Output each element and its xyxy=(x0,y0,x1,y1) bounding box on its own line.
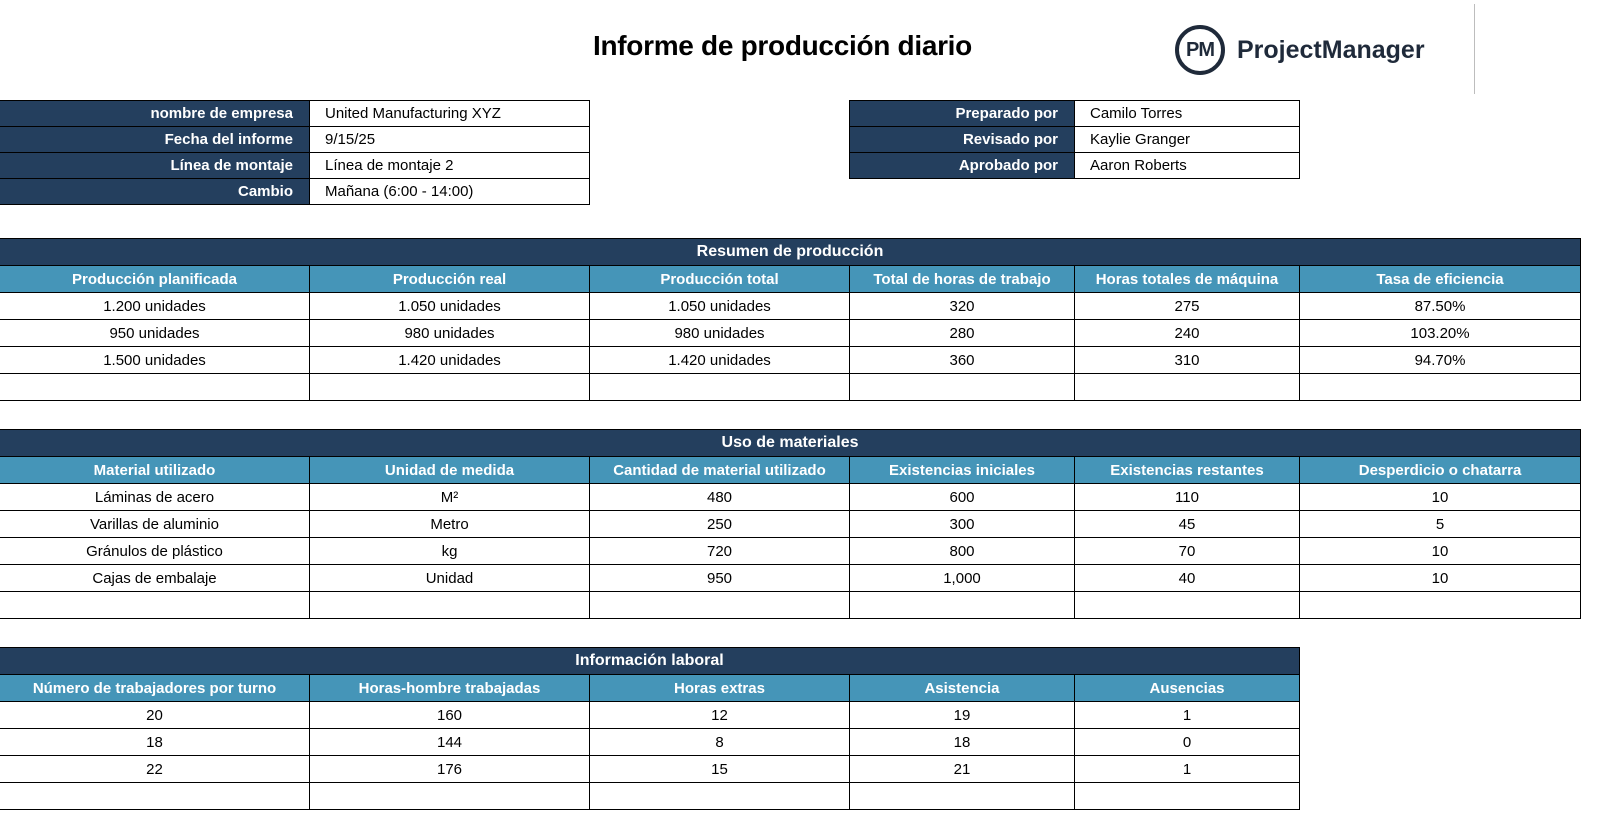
table-cell[interactable]: 10 xyxy=(1300,565,1581,592)
table-cell[interactable]: Unidad xyxy=(310,565,590,592)
table-cell[interactable]: 1 xyxy=(1075,702,1300,729)
table-cell[interactable]: 800 xyxy=(850,538,1075,565)
header-row xyxy=(0,457,1581,484)
table-cell[interactable] xyxy=(0,374,310,401)
table-cell[interactable]: 1.420 unidades xyxy=(590,347,850,374)
table-cell[interactable]: 310 xyxy=(1075,347,1300,374)
table-cell[interactable]: 10 xyxy=(1300,538,1581,565)
projectmanager-logo xyxy=(1175,20,1425,80)
column-header: Unidad de medida xyxy=(310,457,590,484)
column-header: Producción real xyxy=(310,266,590,293)
table-cell[interactable]: 21 xyxy=(850,756,1075,783)
column-header: Total de horas de trabajo xyxy=(850,266,1075,293)
table-cell[interactable]: 280 xyxy=(850,320,1075,347)
section-title: Resumen de producción xyxy=(0,239,1581,266)
report-date-row xyxy=(0,127,590,153)
table-cell[interactable]: 1,000 xyxy=(850,565,1075,592)
labor-table xyxy=(0,647,1300,810)
prepared-by-field[interactable]: Camilo Torres xyxy=(1075,101,1300,127)
table-cell[interactable]: M² xyxy=(310,484,590,511)
table-cell[interactable]: Varillas de aluminio xyxy=(0,511,310,538)
column-header: Existencias iniciales xyxy=(850,457,1075,484)
assembly-line-row xyxy=(0,153,590,179)
table-row xyxy=(0,756,1300,783)
column-header: Horas extras xyxy=(590,675,850,702)
table-cell[interactable]: 720 xyxy=(590,538,850,565)
column-header: Existencias restantes xyxy=(1075,457,1300,484)
table-cell[interactable]: Gránulos de plástico xyxy=(0,538,310,565)
table-cell[interactable] xyxy=(0,592,310,619)
table-cell[interactable]: Láminas de acero xyxy=(0,484,310,511)
table-row xyxy=(0,320,1581,347)
table-cell[interactable]: 1.050 unidades xyxy=(310,293,590,320)
column-header: Desperdicio o chatarra xyxy=(1300,457,1581,484)
table-row xyxy=(0,702,1300,729)
table-row-empty xyxy=(0,783,1300,810)
table-row-empty xyxy=(0,374,1581,401)
table-cell[interactable]: 19 xyxy=(850,702,1075,729)
table-cell[interactable]: 300 xyxy=(850,511,1075,538)
table-cell[interactable] xyxy=(850,592,1075,619)
column-header: Producción planificada xyxy=(0,266,310,293)
table-cell[interactable]: Cajas de embalaje xyxy=(0,565,310,592)
table-cell[interactable]: 70 xyxy=(1075,538,1300,565)
info-label: Cambio xyxy=(0,179,310,205)
table-cell[interactable]: 8 xyxy=(590,729,850,756)
table-cell[interactable]: kg xyxy=(310,538,590,565)
table-cell[interactable]: 480 xyxy=(590,484,850,511)
table-cell[interactable]: 600 xyxy=(850,484,1075,511)
table-cell[interactable]: 320 xyxy=(850,293,1075,320)
shift-row xyxy=(0,179,590,205)
table-cell[interactable]: 275 xyxy=(1075,293,1300,320)
pm-logo-icon: PM xyxy=(1175,25,1225,75)
section-title: Información laboral xyxy=(0,648,1300,675)
table-cell[interactable]: 40 xyxy=(1075,565,1300,592)
table-cell[interactable]: 18 xyxy=(850,729,1075,756)
info-label: Fecha del informe xyxy=(0,127,310,153)
table-cell[interactable] xyxy=(590,783,850,810)
materials-table xyxy=(0,429,1581,619)
table-cell[interactable]: 360 xyxy=(850,347,1075,374)
table-cell[interactable]: 144 xyxy=(310,729,590,756)
table-cell[interactable] xyxy=(310,592,590,619)
column-header: Material utilizado xyxy=(0,457,310,484)
table-cell[interactable]: 1.050 unidades xyxy=(590,293,850,320)
table-cell[interactable] xyxy=(1075,374,1300,401)
table-cell[interactable]: 5 xyxy=(1300,511,1581,538)
assembly-line-field[interactable]: Línea de montaje 2 xyxy=(310,153,590,179)
column-header: Horas totales de máquina xyxy=(1075,266,1300,293)
table-row xyxy=(0,347,1581,374)
header-row xyxy=(0,266,1581,293)
company-name-field[interactable]: United Manufacturing XYZ xyxy=(310,101,590,127)
table-row xyxy=(0,293,1581,320)
column-header: Cantidad de material utilizado xyxy=(590,457,850,484)
table-cell[interactable]: 103.20% xyxy=(1300,320,1581,347)
table-cell[interactable]: 1 xyxy=(1075,756,1300,783)
table-cell[interactable]: 1.200 unidades xyxy=(0,293,310,320)
table-cell[interactable]: 980 unidades xyxy=(310,320,590,347)
prepared-by-row xyxy=(850,101,1300,127)
table-cell[interactable]: 15 xyxy=(590,756,850,783)
table-row xyxy=(0,538,1581,565)
approved-by-row xyxy=(850,153,1300,179)
report-title: Informe de producción diario xyxy=(593,30,972,61)
table-cell[interactable] xyxy=(310,374,590,401)
info-label: Preparado por xyxy=(850,101,1075,127)
table-cell[interactable]: 94.70% xyxy=(1300,347,1581,374)
table-cell[interactable] xyxy=(590,592,850,619)
info-label: nombre de empresa xyxy=(0,101,310,127)
table-cell[interactable]: 950 unidades xyxy=(0,320,310,347)
column-header: Número de trabajadores por turno xyxy=(0,675,310,702)
column-header: Tasa de eficiencia xyxy=(1300,266,1581,293)
table-cell[interactable] xyxy=(850,374,1075,401)
reviewed-by-field[interactable]: Kaylie Granger xyxy=(1075,127,1300,153)
company-info-table xyxy=(0,100,590,205)
info-label: Línea de montaje xyxy=(0,153,310,179)
table-cell[interactable]: 950 xyxy=(590,565,850,592)
table-cell[interactable]: Metro xyxy=(310,511,590,538)
column-header: Ausencias xyxy=(1075,675,1300,702)
approvals-table xyxy=(849,100,1300,179)
table-cell[interactable]: 12 xyxy=(590,702,850,729)
table-cell[interactable]: 0 xyxy=(1075,729,1300,756)
info-label: Revisado por xyxy=(850,127,1075,153)
section-title: Uso de materiales xyxy=(0,430,1581,457)
report-date-field[interactable]: 9/15/25 xyxy=(310,127,590,153)
approved-by-field[interactable]: Aaron Roberts xyxy=(1075,153,1300,179)
table-cell[interactable]: 250 xyxy=(590,511,850,538)
table-cell[interactable] xyxy=(850,783,1075,810)
table-row xyxy=(0,565,1581,592)
table-cell[interactable]: 45 xyxy=(1075,511,1300,538)
info-label: Aprobado por xyxy=(850,153,1075,179)
table-cell[interactable]: 10 xyxy=(1300,484,1581,511)
table-cell[interactable]: 110 xyxy=(1075,484,1300,511)
shift-field[interactable]: Mañana (6:00 - 14:00) xyxy=(310,179,590,205)
table-cell[interactable]: 20 xyxy=(0,702,310,729)
company-name-row xyxy=(0,101,590,127)
table-cell[interactable]: 980 unidades xyxy=(590,320,850,347)
reviewed-by-row xyxy=(850,127,1300,153)
table-cell[interactable]: 1.500 unidades xyxy=(0,347,310,374)
table-cell[interactable] xyxy=(0,783,310,810)
logo-wordmark: ProjectManager xyxy=(1237,35,1425,64)
header-divider xyxy=(1474,4,1475,94)
table-cell[interactable]: 160 xyxy=(310,702,590,729)
table-cell[interactable]: 240 xyxy=(1075,320,1300,347)
table-cell[interactable] xyxy=(590,374,850,401)
table-row xyxy=(0,511,1581,538)
table-cell[interactable]: 87.50% xyxy=(1300,293,1581,320)
table-cell[interactable] xyxy=(1300,374,1581,401)
table-cell[interactable] xyxy=(310,783,590,810)
table-cell[interactable]: 176 xyxy=(310,756,590,783)
production-summary-table xyxy=(0,238,1581,401)
table-cell[interactable]: 22 xyxy=(0,756,310,783)
table-cell[interactable]: 18 xyxy=(0,729,310,756)
table-row xyxy=(0,484,1581,511)
table-cell[interactable]: 1.420 unidades xyxy=(310,347,590,374)
table-cell[interactable] xyxy=(1075,783,1300,810)
table-row-empty xyxy=(0,592,1581,619)
column-header: Horas-hombre trabajadas xyxy=(310,675,590,702)
table-row xyxy=(0,729,1300,756)
header-row xyxy=(0,675,1300,702)
column-header: Asistencia xyxy=(850,675,1075,702)
table-cell[interactable] xyxy=(1075,592,1300,619)
column-header: Producción total xyxy=(590,266,850,293)
table-cell[interactable] xyxy=(1300,592,1581,619)
